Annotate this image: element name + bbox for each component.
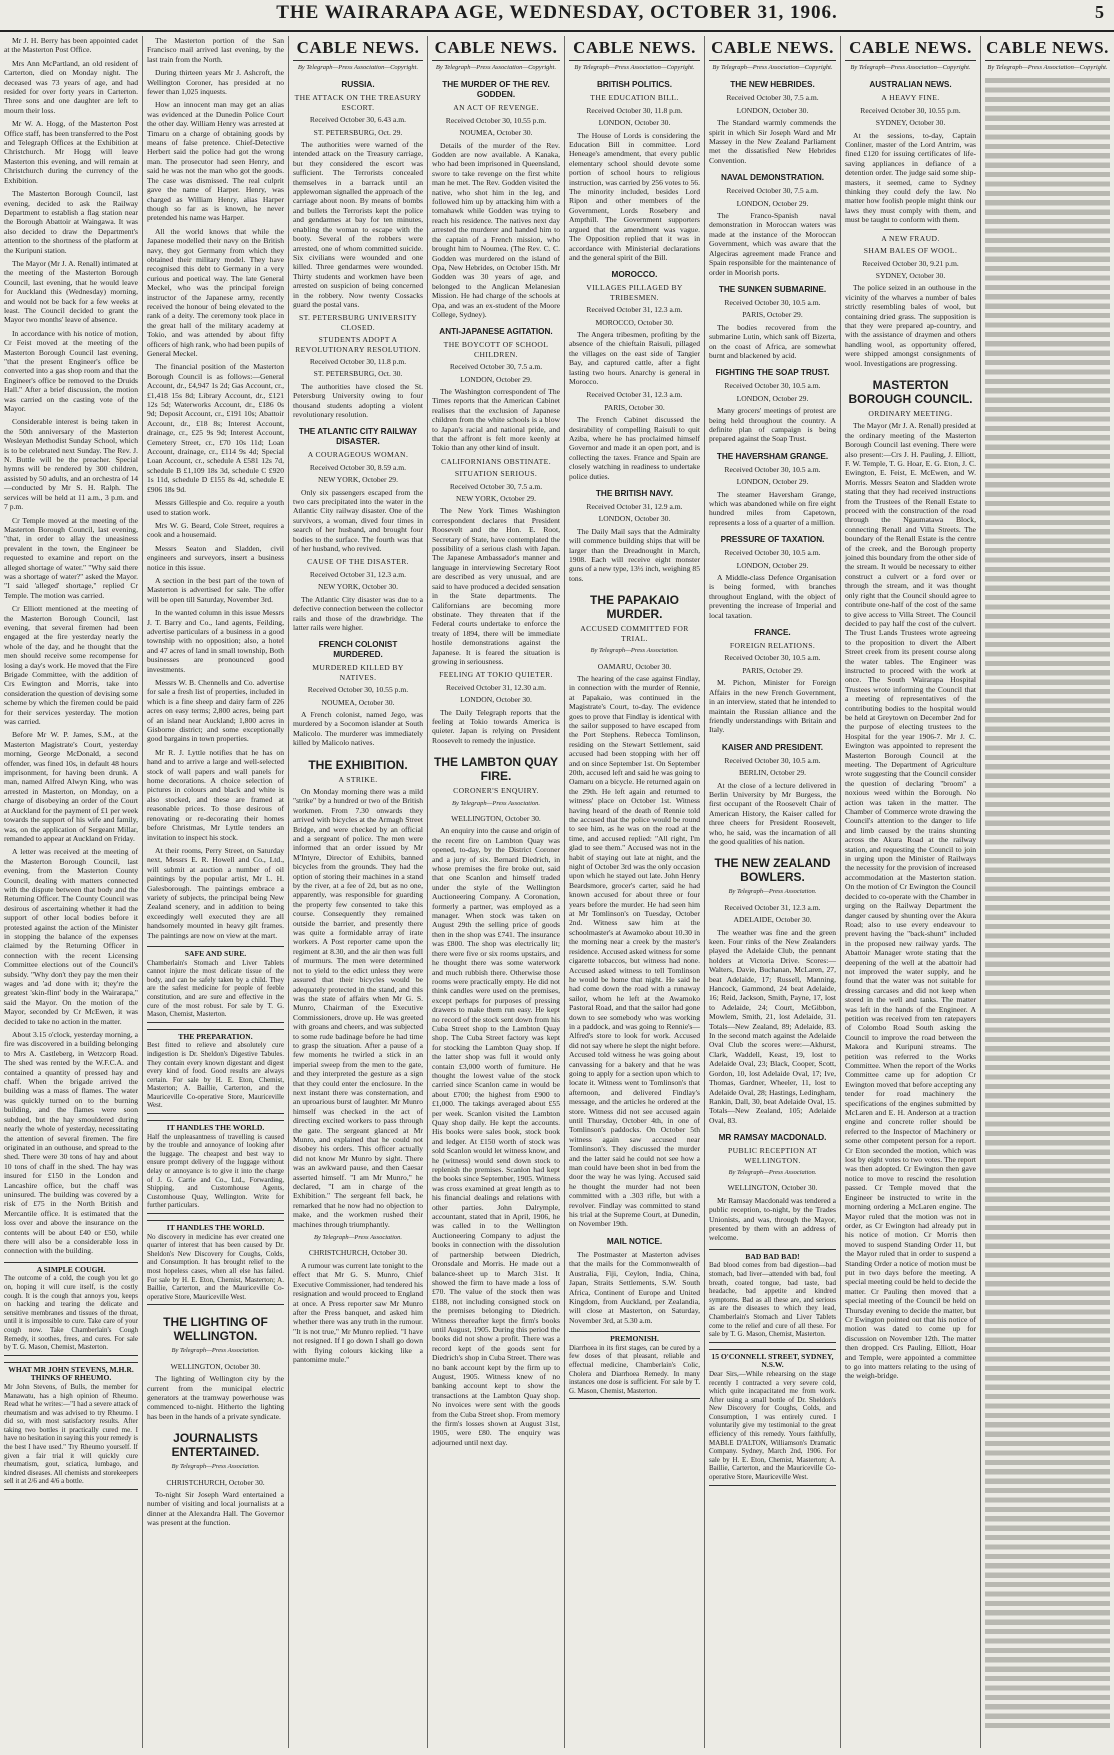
story-text: The French Cabinet discussed the desirability of compelling Raisuli to quit Aziba, where he has proclaimed himself Governor and made it an open port, and is collecting the taxes. France and Spain are closely watching in readiness to undertake police duties. [569,415,700,481]
news-paragraph: Mr R. J. Lyttle notifies that he has on hand and to arrive a large and well-selected stock of wall papers and wall panels for home decorations. A choice selection of pictures in colours and black and white is also stocked, and these are framed at reasonable prices. To those desirous of renovating or re-decorating their homes before Christmas, Mr Lyttle tenders an invitation to inspect his stock. [147,747,284,842]
story-text: To-night Sir Joseph Ward entertained a number of visiting and local journalists at a dinner at the Alexandra Hall. The Governor was present at the function. [147,1490,284,1528]
news-paragraph: In accordance with his notice of motion, Cr Feist moved at the meeting of the Masterton Borough Council last evening, "that the present Engineer's office be converted into a gas shop room and that the Engineer's office be removed to the Druids Hall." After a brief discussion, the motion was carried on the casting vote of the Mayor. [4,328,138,414]
cable-news-header: CABLE NEWS. [985,38,1110,61]
column-1 [0,36,142,1748]
story-byline: By Telegraph—Press Association. [728,1168,817,1176]
story-received: Received October 30, 7.5 a.m. [449,362,543,372]
cable-byline: By Telegraph—Press Association—Copyright. [574,64,695,71]
story-subhead: ST. PETERSBURG UNIVERSITY CLOSED. [298,313,418,332]
story-text: The authorities were warned of the intended attack on the Treasury carriage, but they considered the escort was sufficient. The Terrorists concealed themselves in a barrack until an applewoman signalled the approach of the carriage about noon. By means of bombs and bullets the Terrorists kept the police and gendarmes at bay for ten minutes, enabling the woman to escape with the booty. Several of the robbers were arrested, one of whom committed suicide. Six civilians were wounded and one killed. Three gendarmes were wounded. Thirty students and workmen have been arrested on suspicion of being concerned in the robbery. Now twenty Cossacks guard the postal vans. [293,140,423,309]
story-headline: MAIL NOTICE. [606,1236,663,1246]
cable-byline: By Telegraph—Press Association—Copyright. [297,64,419,71]
section-rule [884,229,936,230]
news-paragraph: Messrs Gillespie and Co. require a youth used to station work. [147,498,284,517]
story-byline: By Telegraph—Press Association. [171,1347,260,1355]
story-headline: FIGHTING THE SOAP TRUST. [715,368,830,378]
story-byline: By Telegraph—Press Association. [313,1234,403,1242]
story-subhead: AN ACT OF REVENGE. [453,103,539,113]
story-byline: By Telegraph—Press Association. [590,647,679,655]
story-headline: MR RAMSAY MACDONALD. [718,1133,827,1143]
advertisement [4,1362,138,1490]
story-subhead: THE EDUCATION BILL. [590,93,679,103]
story-text: The Daily Telegraph reports that the feeling at Tokio towards America is quieter. Japan is relying on President Roosevelt to remedy the injustice. [432,707,560,745]
news-paragraph: Mr W. A. Hogg, of the Masterton Post Office staff, has been transferred to the Post and Telegraph Offices at the Exhibition at Christchurch. Mr Hogg will leave Masterton this evening, and will remain at Christchurch during the currency of the Exhibition. [4,119,138,185]
story-text: The Mayor (Mr J. A. Renall) presided at the ordinary meeting of the Masterton Borough Council last evening. There were also present:—Crs J. H. Pauling, J. Elliott, F. W. Temple, T. G. Hoar, E. G. Eton, J. C. Ewington, E. Feist, E. McEwen, and W. Morris. Messrs Seaton and Sladden wrote stating that they had received instructions from the Trustees of the Renall Estate to proceed with the construction of the road through the Ngaumatawa Block, connecting Renall and Villa Streets. The boundary of the Renall Estate is the centre of the creek, and the Borough property joined this boundary from the other side of the stream. It would be necessary to either construct a culvert or a ford over or through the stream, and it was thought only right that the Council should agree to contribute one-half of the cost of the same to give access to Villa Street. The Council decided to pay half the cost of the culvert. The Trust Lands Trustees wrote agreeing to the proposition to divert the Albert Street creek from its present course along the water tables. The Engineer was instructed to proceed with the work at once. The South Wairarapa Hospital Trustees wrote informing the Council that a meeting of representatives of the contributing bodies to the hospital would be held at Greytown on December 2nd for the purpose of electing trustees to the Hospital for the year 1906-7. Mr J. C. Ewington was appointed to represent the Masterton Borough Council at the meeting. The Department of Agriculture wrote suggesting that the Council consider the question of declaring "broom" a noxious weed within the Borough. No action was taken in the matter. The Chamber of Commerce wrote drawing the Council's attention to the danger to life and limb caused by the trains shunting across the Akura Road at the railway station, and requesting the Council to join in urging upon the Minister of Railways the necessity for the provision of increased accommodation at the Masterton station. On the motion of Cr Ewington the Council decided to co-operate with the Chamber in urging on the Railway Department the danger caused by shunting over the Akura Road; also to use every endeavour to prevent having the "back-shunt" included in the proposed new railway yards. The Abattoir Manager wrote stating that the deepening of the well at the abattoir had not improved the water supply, and he found that the water was not suitable for dressing carcases and did not keep when stored in the well and tanks. The matter was left in the hands of the Engineer. A petition was received from ten ratepayers of Colombo Road South asking the Council to improve the road between the Makora and Kuripuni streams. The petition was referred to the Works Committee. When the report of the Works Committee came up for adoption Cr Ewington moved that before accepting any tender for road machinery the specifications of the engines submitted by McLaren and E. H. Anderson at a traction engine and concrete roller should be referred to the Inspector of Machinery or some other competent person for a report. Cr Eton seconded the motion, which was lost by eight votes to two votes. The report was then adopted. Cr Ewington then gave notice to move to rescind the resolution passed. Cr Temple moved that the Engineer be instructed to write in the morning ordering a McLaren engine. The Mayor ruled that the motion was not in order, as Cr Ewington had already put in his notice of motion. Cr Morris then moved to suspend Standing Order 11, but the Mayor ruled that in order to suspend a Standing Order a notice of motion must be put in two days before the meeting. A special meeting could be held to decide the matter. Cr Pauling then moved that a special meeting of the Council be held on Thursday evening to decide the matter, but Cr Ewington pointed out that his notice of motion was dated to come up for discussion on November 12th. The matter then dropped. Crs Pauling, Elliott, Hoar and Temple, were appointed a committee to go into matters relating to the using of the weigh-bridge. [845,421,976,1381]
story-received: Received October 31, 12.3 a.m. [724,902,821,912]
story-text: The bodies recovered from the submarine Lutin, which sank off Bizerta, on the coast of Africa, are somewhat burnt and blackened by acid. [709,322,836,360]
story-dateline: MOROCCO, October 30. [595,317,674,327]
story-headline: THE LAMBTON QUAY FIRE. [433,755,558,784]
advertisement [147,946,284,1023]
story-subhead: A NEW FRAUD. [881,233,940,243]
ad-text: No discovery in medicine has ever created one quarter of interest that has been caused by Dr. Sheldon's New Discovery for Coughs, Colds, and Consumption. It has brought relief to the most hopeless cases, when all else has failed. For sale by H. E. Eton, Chemist, Masterton; A. Baillie, Carterton, and the Mauriceville Co-operative Store, Mauriceville West. [147,1232,284,1301]
cable-news-header: CABLE NEWS. [845,38,976,61]
story-text: The lighting of Wellington city by the current from the municipal electric generators at the tramway powerhouse was commenced to-night. Hitherto the lighting has been in the hands of a private syndicate. [147,1374,284,1421]
story-subhead: STUDENTS ADOPT A REVOLUTIONARY RESOLUTION. [295,335,421,354]
story-text: The Angera tribesmen, profiting by the absence of the chieftain Raisuli, pillaged the villages on the east side of Tangier Bay, and captured cattle, after a fight lasting two hours. Anarchy is general in Morocco. [569,329,700,386]
cable-byline: By Telegraph—Press Association—Copyright. [712,64,833,71]
story-dateline: ST. PETERSBURG, Oct. 30. [313,369,403,379]
story-headline: THE ATLANTIC CITY RAILWAY DISASTER. [298,427,418,447]
story-headline: KAISER AND PRESIDENT. [721,742,824,752]
cable-byline: By Telegraph—Press Association—Copyright. [850,64,971,71]
story-subhead: FEELING AT TOKIO QUIETER. [439,670,553,680]
column-6 [704,36,840,1748]
story-received: Received October 30, 10.5 a.m. [724,464,821,474]
story-received: Received October 30, 8.59 a.m. [309,462,407,472]
column-5 [564,36,704,1748]
story-dateline: NOUMEA, October 30. [459,128,533,138]
story-dateline: PARIS, October 29. [742,310,803,320]
story-dateline: PARIS, October 29. [742,665,803,675]
news-paragraph: A section in the best part of the town of Masterton is advertised for sale. The offer will be open till Saturday, November 3rd. [147,575,284,604]
column-4 [427,36,564,1748]
advertisement [147,1120,284,1214]
news-paragraph: At their rooms, Perry Street, on Saturday next, Messrs E. R. Howell and Co., Ltd., will submit at auction a number of oil paintings by the popular artist, Mr L. H. Galesborough. The paintings embrace a variety of subjects, the principal being New Zealand scenery, and in addition to being exceedingly well executed they are all handsomely mounted in heavy gilt frames. The paintings are now on view at the mart. [147,845,284,940]
story-subhead: SHAM BALES OF WOOL. [863,246,958,256]
ad-text: The outcome of a cold, the cough you let go on, hoping it will cure itself, is the costly cough. It is the cough that annoys you, keeps on hacking and tearing the delicate and sensitive membranes and tissues of the throat, until it is impossible to cure. Take care of your cough now. Take Chamberlain's Cough Remedy, it soothes, frees, and cures. For sale by T. G. Mason, Chemist, Masterton. [4,1274,138,1352]
news-paragraph: Mrs Ann McPartland, an old resident of Carterton, died on Monday night. The deceased was 73 years of age, and had resided for over forty years in Carterton. Three sons and one daughter are left to mourn their loss. [4,58,138,115]
story-headline: ANTI-JAPANESE AGITATION. [439,327,553,337]
story-text: The Franco-Spanish naval demonstration in Moroccan waters was made at the instance of the Moroccan Government, which was aware that the Algeciras agreement made France and Spain responsible for the maintenance of order in Moorish ports. [709,211,836,277]
story-headline: THE BRITISH NAVY. [595,489,674,499]
story-dateline: NOUMEA, October 30. [321,697,395,707]
story-dateline: NEW YORK, October 30. [318,582,398,592]
story-received: Received October 30, 7.5 a.m. [449,481,543,491]
news-paragraph: Mr J. H. Berry has been appointed cadet at the Masterton Post Office. [4,36,138,55]
news-paragraph: The Masterton Borough Council, last evening, decided to ask the Railway Department to establish a flag station near the Borough Abattoir at Waingawa. It was also decided to draw the Department's attention to the shortness of the platform at the Kuripuni station. [4,189,138,255]
story-headline: THE LIGHTING OF WELLINGTON. [163,1315,268,1344]
story-received: Received October 30, 10.5 a.m. [724,297,821,307]
news-paragraph: The Mayor (Mr J. A. Renall) intimated at the meeting of the Masterton Borough Council, last evening, that he would leave for Auckland this (Wednesday) morning, and would not be back for a few weeks at least. The Council decided to grant the Mayor two months' leave of absence. [4,258,138,325]
story-dateline: LONDON, October 29. [736,198,809,208]
story-dateline: NEW YORK, October 29. [318,475,398,485]
column-3 [288,36,427,1748]
story-text: The Postmaster at Masterton advises that the mails for the Commonwealth of Australia, Fiji, Ceylon, India, China, Japan, Straits Settlements, S.W. South Africa, Continent of Europe and United Kingdom, from Auckland, per Zealandia, will close at Masterton, on Saturday, November 3rd, at 5.30 a.m. [569,1249,700,1325]
story-text: A Middle-class Defence Organisation is being formed, with branches throughout England, with the object of preventing the increase of Imperial and local taxation. [709,573,836,620]
column-8 [980,36,1114,1748]
news-paragraph: In the wanted column in this issue Messrs J. T. Barry and Co., land agents, Feilding, advertise particulars of a business in a good township with no opposition; also, a hotel and 47 acres of land in small township, Both businesses are pronounced good investments. [147,608,284,674]
ad-title: IT HANDLES THE WORLD. [166,1123,265,1133]
ad-text: Chamberlain's Stomach and Liver Tablets cannot injure the most delicate tissue of the body, and can be safely taken by a child. They are the safest medicine for people of feeble constitution, and are sure and effective in the cure of the most robust. For sale by T. G. Mason, Chemist, Masterton. [147,958,284,1019]
story-subhead: CALIFORNIANS OBSTINATE. [440,456,552,466]
story-subhead: ACCUSED COMMITTED FOR TRIAL. [580,624,689,643]
news-paragraph: All the world knows that while the Japanese modelled their navy on the British navy, they got Germany from which they obtained their military model. They have recognised this debt to Germany in a very curious and poetical way. The late General Meckel, who was the principal foreign instructor of the Japanese army, recently received the honour of being elevated to the rank of a deity. The ceremony took place in the great hall of the military academy at Tokio, and was attended by about fifty officers of high rank, who had been pupils of General Meckel. [147,226,284,358]
ad-text: Best fitted to relieve and absolutely cure indigestion is Dr. Sheldon's Digestive Tabules. They contain every known digestant and digest every kind of food. Good results are always certain. For sale by H. E. Eton, Chemist, Masterton; A. Baillie, Carterton, and the Mauriceville Co-operative Store, Mauriceville West. [147,1041,284,1110]
story-headline: THE PAPAKAIO MURDER. [590,593,679,622]
story-headline: THE EXHIBITION. [308,757,408,772]
ad-text: Dear Sirs,—While rehearsing on the stage recently I contracted a very severe cold, which quite incapacitated me from work. After using a small bottle of Dr. Sheldon's New Discovery for Coughs, Colds, and Consumption, I was entirely cured. I voluntarily give my testimonial to the great efficiency of this remedy. Yours faithfully, MABLE D'ALTON, Williamson's Dramatic Company. Sydney, March 2nd, 1906. For sale by H. E. Eton, Chemist, Masterton; A. Baillie, Carterton, and the Mauriceville Co-operative Store, Mauriceville West. [709,1369,836,1482]
ad-title: PREMONISH. [610,1334,659,1344]
story-headline: THE NEW HEBRIDES. [730,80,815,90]
cropped-text-block [985,78,1110,1728]
story-headline: THE MURDER OF THE REV. GODDEN. [442,80,550,100]
story-dateline: WELLINGTON, October 30. [170,1361,261,1371]
story-dateline: ST. PETERSBURG, Oct. 29. [313,127,403,137]
story-dateline: CHRISTCHURCH, October 30. [166,1477,265,1487]
ad-title: IT HANDLES THE WORLD. [166,1223,265,1232]
story-dateline: LONDON, October 30. [736,105,809,115]
story-dateline: OAMARU, October 30. [597,661,672,671]
news-paragraph: The financial position of the Masterton Borough Council is as follows:—General Account, dr., £4,947 1s 2d; Gas Account, cr., £1,418 15s 8d; Library Account, dr., £121 12s 5d; Waterworks Account, dr., £186 0s 9d; Deposit Account, cr., £191 10s; Abattoir Account, dr., £18 8s; Interest Account, drainage, cr., £25 9s 9d; Interest Account, Cemetery Street, cr., £70 10s 11d; Loan Account, drainage, cr., £114 9s 4d; Special Loan Account, cr., schedule A £581 12s 7d, schedule B £1,109 18s 3d, schedule C £920 1s 11d, schedule D £155 8s 4d, schedule E £906 18s 9d. [147,362,284,494]
story-received: Received October 31, 12.9 a.m. [586,502,683,512]
story-dateline: PARIS, October 30. [604,402,665,412]
story-headline: THE HAVERSHAM GRANGE. [716,451,829,461]
story-text: M. Pichon, Minister for Foreign Affairs in the new French Government, in an interview, stated that he intended to maintain the Russian alliance and the friendly understandings with Britain and Italy. [709,678,836,735]
story-received: Received October 30, 10.55 p.m. [860,105,961,115]
ad-title: SAFE AND SURE. [184,948,247,958]
story-text: A rumour was current late tonight to the effect that Mr G. S. Munro, Chief Executive Commissioner, had tendered his resignation and would proceed to England at once. A Press reporter saw Mr Munro after the Press banquet, and asked him whether there was any truth in the rumour. "It is not true," Mr Munro replied. "I have not resigned. If I go down I shall go down with flying colours kicking like a pantomime mule." [293,1260,423,1364]
story-dateline: LONDON, October 29. [736,393,809,403]
story-headline: MOROCCO. [611,270,658,280]
story-received: Received October 30, 11.8 p.m. [309,356,407,366]
story-subhead: CORONER'S ENQUIRY. [453,786,539,796]
story-text: The weather was fine and the green keen. Four rinks of the New Zealanders played the Adelaide Club, the pennant holders at Victoria Drive. Scores:—Walters, Davie, Buchanan, McLaren, 27, beat Adelaide, 17; Russell, Manning, Hancock, Gammond, 24 beat Adelaide, 16; Reid, Jackson, Smith, Payne, 17, lost to Adelaide, 24; Court, McGibbon, Mowlem, Smith, 21, lost Adelaide, 31. Totals—New Zealand, 89; Adelaide, 83. In the second match against the Adelaide Oval Club the scores were:—Akhurst, Clark, Waddell, Keast, 19, lost to Adelaide Oval, 23; Black, Cooper, Scott, Gordon, 10, lost Adelaide Oval, 17; Ive, Thomas, Gardner, Wheeler, 11, lost to Adelaide Oval, 28; Hastings, Ledingham, Rankin, Dall, 30, beat Adelaide Oval, 15. Totals—New Zealand, 105; Adelaide Oval, 83. [709,927,836,1125]
story-received: Received October 31, 12.3 a.m. [586,305,683,315]
story-text: The House of Lords is considering the Education Bill in committee. Lord Heneage's amendment, that every public elementary school should devote some portion of school hours to religious instruction, was carried by 256 votes to 56. The minority included, besides Lord Ripon and other members of the Government, Lords Rosebery and Ampthill. The Government supporters argued that the amendment was vague. The Opposition replied that it was in accordance with Ministerial declarations and the general spirit of the Bill. [569,130,700,262]
story-headline: FRENCH COLONIST MURDERED. [318,640,398,660]
news-paragraph: Mrs W. G. Beard, Cole Street, requires a cook and a housemaid. [147,520,284,540]
story-received: Received October 30, 11.8 p.m. [586,105,683,115]
column-2 [142,36,288,1748]
story-received: Received October 30, 10.55 p.m. [307,685,409,695]
story-dateline: LONDON, October 29. [736,477,809,487]
story-headline: RUSSIA. [341,80,375,90]
story-dateline: LONDON, October 30. [598,514,671,524]
story-subhead: A STRIKE. [338,774,378,784]
story-headline: JOURNALISTS ENTERTAINED. [171,1431,260,1460]
story-text: The steamer Haversham Grange, which was abandoned while on fire eight hundred miles from Capetown, represents a loss of a quarter of a million. [709,489,836,527]
story-received: Received October 30, 10.55 p.m. [445,115,547,125]
story-subhead: THE ATTACK ON THE TREASURY ESCORT. [294,93,422,112]
cable-news-header: CABLE NEWS. [569,38,700,61]
ad-text: Bad blood comes from bad digestion—bad stomach, bad liver—attended with bad, foul breath, coated tongue, bad taste, bad headache, bad appetite and kindred symptoms. Bad as all these are, and serious as are the diseases to which they lead, Chamberlain's Stomach and Liver Tablets come to the relief and cure of all these. For sale by T. G. Mason, Chemist, Masterton. [709,1261,836,1339]
story-text: At the close of a lecture delivered in Berlin University by Mr Burgess, the first occupant of the Roosevelt Chair of American History, the Kaiser called for three cheers for President Roosevelt, who, he said, was the incarnation of all the good qualities of his nation. [709,780,836,846]
story-received: Received October 31, 12.3 a.m. [309,569,407,579]
story-headline: THE NEW ZEALAND BOWLERS. [714,856,831,885]
ad-text: Diarrhoea in its first stages, can be cured by a few doses of that pleasant, reliable and effectual medicine, Chamberlain's Colic, Cholera and Diarrhoea Remedy. In many instances one dose is sufficient. For sale by T. G. Mason, Chemist, Masterton. [569,1343,700,1395]
story-headline: BRITISH POLITICS. [596,80,673,90]
column-7 [840,36,980,1748]
ad-title: WHAT MR JOHN STEVENS, M.H.R. THINKS OF RHEUMO. [8,1364,134,1383]
story-received: Received October 30, 7.5 a.m. [726,186,819,196]
story-subhead: VILLAGES PILLAGED BY TRIBESMEN. [586,283,683,302]
story-dateline: SYDNEY, October 30. [875,118,946,128]
story-dateline: LONDON, October 29. [736,560,809,570]
story-headline: NAVAL DEMONSTRATION. [720,173,825,183]
story-byline: By Telegraph—Press Association. [451,799,541,807]
news-paragraph: The Masterton portion of the San Francisco mail arrived last evening, by the last train from the North. [147,36,284,64]
ad-title: 15 O'CONNELL STREET, SYDNEY, N.S.W. [711,1351,834,1370]
story-dateline: SYDNEY, October 30. [875,270,946,280]
story-text: The New York Times Washington correspondent declares that President Roosevelt and the Hon. E. Root, Secretary of State, have contemplated the possibility of a serious clash with Japan. The Japanese Ambassador's manner and language in interviewing Secretary Root are described as very unusual, and are said to have produced a decided sensation in the State departments. The Californians are becoming more obstinate. They threaten that if the Federal courts undertake to enforce the treaty of 1894, there will be immediate hostile demonstrations against the Japanese. It is feared the situation is growing in seriousness. [432,506,560,666]
story-subhead: CAUSE OF THE DISASTER. [307,557,409,567]
story-received: Received October 30, 10.5 a.m. [724,755,821,765]
story-text: The Atlantic City disaster was due to a defective connection between the collector rails and those of the drawbridge. The latter rails were higher. [293,594,423,632]
story-headline: THE SUNKEN SUBMARINE. [718,284,827,294]
advertisement [709,1349,836,1486]
story-dateline: WELLINGTON, October 30. [727,1183,818,1193]
masthead [0,0,1114,32]
story-dateline: LONDON, October 29. [460,374,532,384]
ad-title: A SIMPLE COUGH. [36,1264,106,1274]
story-headline: AUSTRALIAN NEWS. [869,80,952,90]
ad-title: THE PREPARATION. [178,1031,253,1041]
story-received: Received October 30, 9.21 p.m. [862,258,959,268]
ad-text: Mr John Stevens, of Bulls, the member for Manawatu, has a high opinion of Rheumo. Read what he writes:—"I had a severe attack of rheumatism and was advised to try Rheumo. I did so, with most satisfactory results. After taking two bottles it practically cured me. I have no hesitation in saying this your remedy is the best I have used." Try Rheumo yourself. If given a fair trial it will quickly cure rheumatism, gout, sciatica, lumbago, and kindred diseases. All chemists and storekeepers sell it at 2/6 and 4/6 a bottle. [4,1382,138,1486]
story-received: Received October 30, 10.5 a.m. [724,548,821,558]
cable-byline: By Telegraph—Press Association—Copyright. [435,64,557,71]
story-dateline: LONDON, October 30. [460,695,532,705]
story-subhead: THE BOYCOTT OF SCHOOL CHILDREN. [443,340,549,359]
story-received: Received October 30, 10.5 a.m. [724,653,821,663]
news-paragraph: Cr Elliott mentioned at the meeting of the Masterton Borough Council, last evening, that several firemen had been engaged at the fire yesterday nearly the whole of the day, and he thought that the men should receive some recompense for losing a day's work. He moved that the Fire Brigade Committee, with the addition of Crs Ewington and Morris, take into consideration the question of devising some scheme by which the firemen could be paid for their services yesterday. The motion was carried. [4,604,138,727]
story-subhead: A COURAGEOUS WOMAN. [307,450,409,460]
story-received: Received October 31, 12.30 a.m. [446,682,546,692]
story-received: Received October 30, 10.5 a.m. [724,381,821,391]
story-dateline: ADELAIDE, October 30. [733,915,812,925]
story-text: A French colonist, named Jego, was murdered by a Socomon islander at South Malicolo. The murderer was immediately killed by Malicolo natives. [293,709,423,748]
advertisement [147,1029,284,1114]
news-paragraph: Considerable interest is being taken in the 50th anniversary of the Masterton Wesleyan Methodist Sunday School, which is to be celebrated next Sunday. The Rev. J. N. Buttle will be the preacher. Special hymns will be rendered by 300 children, assisted by 50 adults, and an orchestra of 14—conducted by Mr S. H. Ralph. The services will be held at 11 a.m., 3 p.m. and 7 p.m. [4,417,138,512]
story-subhead: A HEAVY FINE. [881,93,940,103]
story-subhead: PUBLIC RECEPTION AT WELLINGTON. [727,1146,818,1165]
story-text: The Daily Mail says that the Admiralty will commence building ships that will be larger than the Dreadnought in March, 1908. Each will receive eight monster guns of a new type, 13½ inch, weighing 85 tons. [569,526,700,583]
cable-news-header: CABLE NEWS. [293,38,423,61]
news-paragraph: During thirteen years Mr J. Ashcroft, the Wellington Coroner, has presided at no fewer than 1,025 inquests. [147,68,284,97]
story-byline: By Telegraph—Press Association. [171,1463,260,1471]
story-text: Details of the murder of the Rev. Godden are now available. A Kanaka, who had been imprisoned in Queensland, swore to take revenge on the first white man he met. The Rev. Godden visited the native, who shot him in the leg, and followed him up by attacking him with a tomahawk while Godden was trying to reach his residence. The natives next day arrested the murderer and handed him to the captain of a French mission, who brought him to Noumea. (The Rev. C. C. Godden was murdered on the island of Opa, New Hebrides, on October 15th. Mr Godden was 30 years of age, and belonged to the Anglican Melanesian Mission. He had charge of the schools at Opa, and was an ex-student of the Moore College, Sydney). [432,140,560,319]
story-text: An enquiry into the cause and origin of the recent fire on Lambton Quay was opened, to-day, by the District Coroner and a jury of six. Bernard Diedrich, in whose premises the fire broke out, said that one Scanlon and himself traded under the style of the Wellington Auctioneering Company. A Coronation, formerly a partner, was employed as a manager. When stock was taken on August 29th the selling price of goods then in the shop was £741. The insurance was £800. The shop was electrically lit; there were five or six rooms upstairs, and he thought there was some waterwork and much rubbish there. Otherwise those rooms were practically empty. He did not think candles were used on the premises, except perhaps for purposes of pressing drawers to make them run easy. He kept no record of the stock sent down from his Cuba Street shop to the Lambton Quay shop. The Cuba Street factory was kept for stocking the Lambton Quay shop. If the latter shop was full it would only contain £3,000 worth of furniture. He thought the lowest value of the stock carried since Scanlon came in would be about £700; the highest from £900 to £1,000. The takings averaged about £55 per week. Scanlon visited the Lambton Quay shop daily. He kept the accounts. His books were sales book, stock book and ledger. At £150 worth of stock was sold Scanlon would let witness know, and he (witness) would send down stock to replenish the premises. Scanlon had kept the books since September, 1905. Witness was cross examined at great length as to his financial dealings and relations with other parties. John Dalrymple, accountant, stated that in April, 1906, he was called in to the Wellington Auctioneering Company to adjust the books in connection with the dissolution of partnership between Diedrich, Oronsdale and Morris. He made out a balance-sheet up to March 31st. It showed the firm to have made a loss of £70. The value of the stock then was £188, not including consigned stock on the premises belonging to Diedrich. Witness thereafter kept the firm's books until August, 1905. During this period the books did not show a profit. There was a record kept of the goods sent for Diedrich's shop in Cuba Street. There was no bank account kept by the firm up to August, 1905. Witness knew of no banking account kept to show the transactions at the Lambton Quay shop. No invoices were sent with the goods from the Cuba Street shop. From memory the firm's losses shown at August 31st, 1905, were £80. The enquiry was adjourned until next day. [432,826,560,1447]
masthead-title: THE WAIRARAPA AGE, WEDNESDAY, OCTOBER 31, 1906. [276,2,838,23]
cable-news-header: CABLE NEWS. [432,38,560,61]
story-text: Many grocers' meetings of protest are being held throughout the country. A definite plan of campaign is being prepared against the Soap Trust. [709,406,836,444]
story-headline: FRANCE. [754,628,791,638]
story-text: The police seized in an outhouse in the vicinity of the wharves a number of bales strictly resembling bales of wool, but containing dried grass. The supposition is that they were prepared ap-country, and with the assistance of draymen and others handling wool, as opportunity offered, were shipped amongst consignments of wool. Investigations are progressing. [845,283,976,368]
ad-text: Half the unpleasantness of travelling is caused by the trouble and annoyance of looking after the luggage. The cheapest and best way to ensure prompt delivery of the luggage without delay or annoyance is to give it into the charge of J. G. Carrie and Co., Ltd., Forwarding, Shipping, and Customhouse Agents, Customhouse Quay, Wellington. Write for further particulars. [147,1132,284,1210]
news-paragraph: Before Mr W. P. James, S.M., at the Masterton Magistrate's Court, yesterday morning, George McDonald, a second offender, was fined 10s, in default 48 hours imprisonment, for having been drunk. A man, named Alfred Alwyn King, who was arrested in Masterton, on Monday, on a charge of disobeying an order of the Court at Auckland for the payment of £1 per week towards the support of his wife and family, was, on the application of Sergeant Millar, remanded to appear at Auckland on Friday. [4,730,138,843]
advertisement [147,1220,284,1305]
story-subhead: ORDINARY MEETING. [868,408,953,418]
story-dateline: LONDON, October 30. [598,118,671,128]
story-text: At the sessions, to-day, Captain Conliner, master of the Lord Antrim, was fined £120 for issuing certificates of life-saving appliances in defiance of a detention order. The judge said some ship-masters, it seemed, came to Sydney thinking they could defy the law. No matter how foolish people might think our laws they must comply with them, and must be taught to conform with them. [845,130,976,225]
ad-title: BAD BAD BAD! [745,1251,800,1261]
news-paragraph: How an innocent man may get an alias was evidenced at the Dunedin Police Court the other day. William Henry was arrested at Timaru on a charge of obtaining goods by means of false pretence. Chief-Detective Herbert said the police had got the wrong man. The prosecutor had seen Henry, and said he was not the man who got the goods. The case was dismissed. The real culprit gave the name of Harper. Henry, was charged as William Henry, alias Harper though so far as is known, he never pretended his name was Harper. [147,100,284,223]
news-paragraph: Messrs W. B. Chennells and Co. advertise for sale a fresh list of properties, included in which is a fine sheep and dairy farm of 226 acres on easy terms; 2,800 acres, being part of an island near Auckland; 1,800 acres in Gisborne district; and some exceptionally good bargains in town properties. [147,678,284,744]
story-subhead: FOREIGN RELATIONS. [729,641,816,651]
news-paragraph: A letter was received at the meeting of the Masterton Borough Council, last evening, from the Masterton County Council, dealing with matters connected with the dispute between that body and the Returning Officer. The County Council was desirous of ascertaining whether it had the support of other local bodies before it protested against the action of the Minister in stopping the balance of the expenses claimed by the Returning Officer in connection with the recent Licensing Committee elections out of the Council's subsidy. "Why don't they pay the men their wages and 'ad done with it; they're the greatest 'skin-flint' body in the Wairarapa," said the Mayor. On the motion of the Mayor, seconded by Cr McEwen, it was decided to take no action in the matter. [4,847,138,1026]
story-received: Received October 30, 7.5 a.m. [726,93,819,103]
story-text: Only six passengers escaped from the two cars precipitated into the water in the Atlantic City railway disaster. One of the survivors, a woman, dived four times in search of her husband, and brought four bodies to the surface. The fourth was that of her husband, who revived. [293,487,423,554]
story-text: The authorities have closed the St. Petersburg University owing to four thousand students adopting a violent revolutionary resolution. [293,381,423,419]
advertisement [569,1331,700,1399]
story-text: The hearing of the case against Findlay, in connection with the murder of Rennie, at Papakaio, was continued in the Magistrate's Court, to-day. The evidence goes to prove that Findlay is identical with the sailor supposed to have escaped from the Port Stephens. Rebecca Tomlinson, residing on the Stewart Settlement, said accused had been stopping with her off and on since September 1st. On September 20th, accused left and said he was going to Oamaru on a bicycle. He returned again on the 29th. He left again and returned to witness' place on October 1st. Witness having heard of the death of Rennie told the accused that the police would be round to see him, as he was on the road at the time, and accused replied: "All right, I'm glad to see them." Accused was not in the habit of staying out late at night, and the night of October 3rd was the only occasion upon which he stayed out late. John Henry Beardsmore, grocer's carter, said he had known accused for about three or four years before the murder. He had seen him at Mr Tomlinson's on Tuesday, October 2nd. Witness saw him at the schoolmaster's at Awamoko about 10.30 in the morning near a creek by the master's residence. Accused asked witness for some cigarette tobaccos, but witness had none. Accused asked witness to tell Tomlinson he would be home that night. He said he had come down the road with a runaway sailor, whom he left at the Awamoko Pastoral Road, and that the sailor had gone down to see somebody who was working in a paddock, and was going to Rennie's—Alfred's store to look for work. Accused did not say where he slept the night before. Accused told witness he was going about canvassing for a bakery and that he was going to apply for a section upon which to locate it. Witness went to Tomlinson's that afternoon, and delivered Findlay's message, and the articles he ordered at the store. Witness did not see accused again until Thursday, October 4th, in one of Tomlinson's paddocks. On October 5th witness again saw accused near Tomlinson's. They discussed the murder and the latter said he could not see how a man could have been shot in bed from the door the way he was lying. Accused said he thought the murder had not been committed with a .303 rifle, but with a revolver. Findlay was committed to stand his trial at the Supreme Court, at Dunedin, on November 19th. [569,673,700,1229]
story-headline: PRESSURE OF TAXATION. [720,535,825,545]
advertisement [709,1249,836,1343]
news-paragraph: Cr Temple moved at the meeting of the Masterton Borough Council, last evening, "that, in order to allay the uneasiness prevalent in the town, the Engineer be requested to examine and report on the alleged shortage of water." "Why said there was a shortage of water?" asked the Mayor. "I said 'alleged' shortage," replied Cr Temple. The motion was carried. [4,515,138,600]
story-byline: By Telegraph—Press Association. [728,888,817,896]
story-headline: MASTERTON BOROUGH COUNCIL. [848,377,973,406]
story-text: On Monday morning there was a mild "strike" by a hundred or two of the British workmen. From 7.30 onwards they arrived with bicycles at the Armagh Street Bridge, and were checked by an official and a sergeant of police. The men were informed that an order issued by Mr M'Intyre, Director of Exhibits, banned bicycles from the grounds. They had the option of storing their machines in a stand by the river, at a fee of 2d, but as no one, apparently, was responsible for guarding the property few consented to take this course. Consequently they remained outside the barrier, and presently there was quite a formidable array of irate workers. A Post reporter came upon the regiment at 8.30, and the air then was full of murmurs. The men were determined not to yield to the edict unless they were assured that their bicycles would be adequately protected in the stand, and this was the state of affairs when Mr G. S. Munro, Chairman of the Executive Commissioners, drove up. He was greeted with groans and cheers, and was subjected to some rude badinage before he had time to grasp the situation. After a pause of a few moments he twirled a stick in an imperial sweep from the men to the gate, and they interpreted the gesture as a sign that they could enter the enclosure. In the next instant there was consternation, and an uproarious burst of laughter. Mr Munro himself was checked in the act of directing excited workers to pass through the gate. The sergeant glanced at Mr Munro, and explained that he could not disobey his orders. This officer actually did not know Mr Munro by sight. There was an awkward pause, and then Caesar asserted himself. "I am Mr Munro," he declared, "I am in charge of the Exhibition." The sergeant fell back, he remarked that he now had no objection to make, and the workmen rushed their machines through triumphantly. [293,786,423,1229]
story-text: The Standard warmly commends the spirit in which Sir Joseph Ward and Mr Massey in the New Zealand Parliament met the dissatisfied New Hebrides Convention. [709,118,836,165]
story-dateline: BERLIN, October 29. [738,768,807,778]
cable-byline: By Telegraph—Press Association—Copyright. [987,64,1108,71]
story-dateline: WELLINGTON, October 30. [451,814,541,823]
story-text: The Washington correspondent of The Times reports that the American Cabinet realises that the exclusion of Japanese children from the white schools is a blow to Japan's racial and national pride, and that the affront is felt more keenly at Tokio than any other kind of insult. [432,386,560,453]
story-dateline: NEW YORK, October 29. [456,494,536,504]
story-text: Mr Ramsay Macdonald was tendered a public reception, to-night, by the Trades Unionists, and was, through the Mayor, presented by them with an address of welcome. [709,1195,836,1243]
news-paragraph: Messrs Seaton and Sladden, civil engineers and surveyors, insert a business notice in this issue. [147,543,284,572]
story-dateline: CHRISTCHURCH, October 30. [308,1248,408,1258]
page-number: 5 [1095,2,1104,22]
story-received: Received October 31, 12.3 a.m. [586,390,683,400]
advertisement [4,1262,138,1356]
story-subhead: SITUATION SERIOUS. [454,469,538,479]
story-subhead: MURDERED KILLED BY NATIVES. [312,663,404,682]
news-paragraph: About 3.15 o'clock, yesterday morning, a fire was discovered in a building belonging to Mrs A. Castleberg, in Wetzcorp Road. The shed was rented by the W.F.C.A. and contained a quantity of pressed hay and chaff. When the brigade arrived the building was a mass of flames. The water was quickly turned on to the burning building, and the flames were soon subdued, but the hay smouldered during nearly the whole of yesterday, necessitating the attention of several firemen. The fire originated in an outhouse, and spread to the shed. There were 30 tons of hay and about 10 tons of chaff in the shed. The hay was insured for £150 in the London and Lancashire office, but the chaff was uninsured. The building was covered by a risk of £75 in the North British and Mercantile office. It is estimated that the loss over and above the insurance on the contents will be about £40 or £50, while there will also be a considerable loss in connection with the building. [4,1030,138,1256]
story-received: Received October 30, 6.43 a.m. [309,115,407,125]
cable-news-header: CABLE NEWS. [709,38,836,61]
